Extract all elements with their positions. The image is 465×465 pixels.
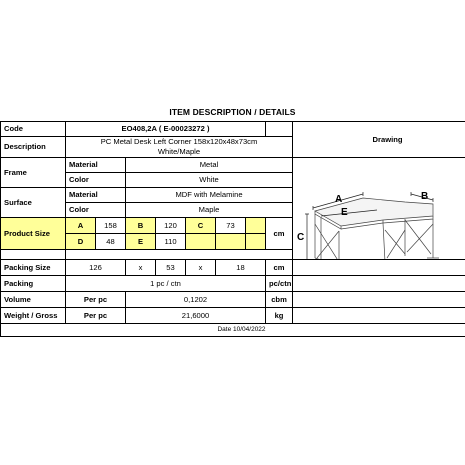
drawing-area: [293, 158, 465, 278]
size-a-value: 158: [96, 218, 126, 234]
frame-material-label: Material: [66, 158, 126, 173]
code-value: EO408,2A ( E-00023272 ): [66, 122, 266, 137]
packing-size-x2: x: [186, 260, 216, 276]
drawing-label-a: A: [335, 194, 343, 205]
size-unit: cm: [266, 218, 293, 250]
size-d-value: 48: [96, 234, 126, 250]
description-value: [66, 137, 293, 158]
size-c-value: 73: [216, 218, 246, 234]
surface-material-label: Material: [66, 188, 126, 203]
surface-color-label: Color: [66, 203, 126, 218]
code-label: Code: [1, 122, 66, 137]
volume-label: Volume: [1, 292, 66, 308]
packing-size-1: 126: [66, 260, 126, 276]
description-line-2: White/Maple: [157, 147, 201, 156]
volume-per: Per pc: [66, 292, 126, 308]
surface-material-value: MDF with Melamine: [126, 188, 293, 203]
description-line-1: PC Metal Desk Left Corner 158x120x48x73cm: [100, 137, 258, 146]
packing-size-unit: cm: [266, 260, 293, 276]
surface-color-value: Maple: [126, 203, 293, 218]
frame-color-value: White: [126, 173, 293, 188]
size-b-label: B: [126, 218, 156, 234]
packing-size-3: 18: [216, 260, 266, 276]
packing-size-2: 53: [156, 260, 186, 276]
frame-material-value: Metal: [126, 158, 293, 173]
packing-size-x1: x: [126, 260, 156, 276]
packing-label: Packing: [1, 276, 66, 292]
volume-unit: cbm: [266, 292, 293, 308]
packing-unit: pc/ctn: [266, 276, 293, 292]
weight-value: 21,6000: [126, 308, 266, 324]
size-d-label: D: [66, 234, 96, 250]
drawing-label-b: B: [421, 191, 429, 202]
weight-label: Weight / Gross: [1, 308, 66, 324]
size-e-value: 110: [156, 234, 186, 250]
weight-per: Per pc: [66, 308, 126, 324]
packing-size-label: Packing Size: [1, 260, 66, 276]
weight-unit: kg: [266, 308, 293, 324]
spec-table: [0, 121, 465, 337]
desk-drawing: A B C D E: [297, 191, 447, 278]
frame-label: Frame: [1, 158, 66, 188]
size-c-label: C: [186, 218, 216, 234]
surface-label: Surface: [1, 188, 66, 218]
frame-color-label: Color: [66, 173, 126, 188]
packing-value: 1 pc / ctn: [66, 276, 266, 292]
drawing-header: Drawing: [293, 122, 465, 158]
product-size-label: Product Size: [1, 218, 66, 250]
size-a-label: A: [66, 218, 96, 234]
size-b-value: 120: [156, 218, 186, 234]
drawing-label-c: C: [297, 232, 305, 243]
volume-value: 0,1202: [126, 292, 266, 308]
drawing-label-e: E: [341, 207, 348, 218]
document-title: ITEM DESCRIPTION / DETAILS: [169, 107, 296, 117]
size-e-label: E: [126, 234, 156, 250]
document-date: Date 10/04/2022: [1, 324, 465, 337]
description-label: Description: [1, 137, 66, 158]
